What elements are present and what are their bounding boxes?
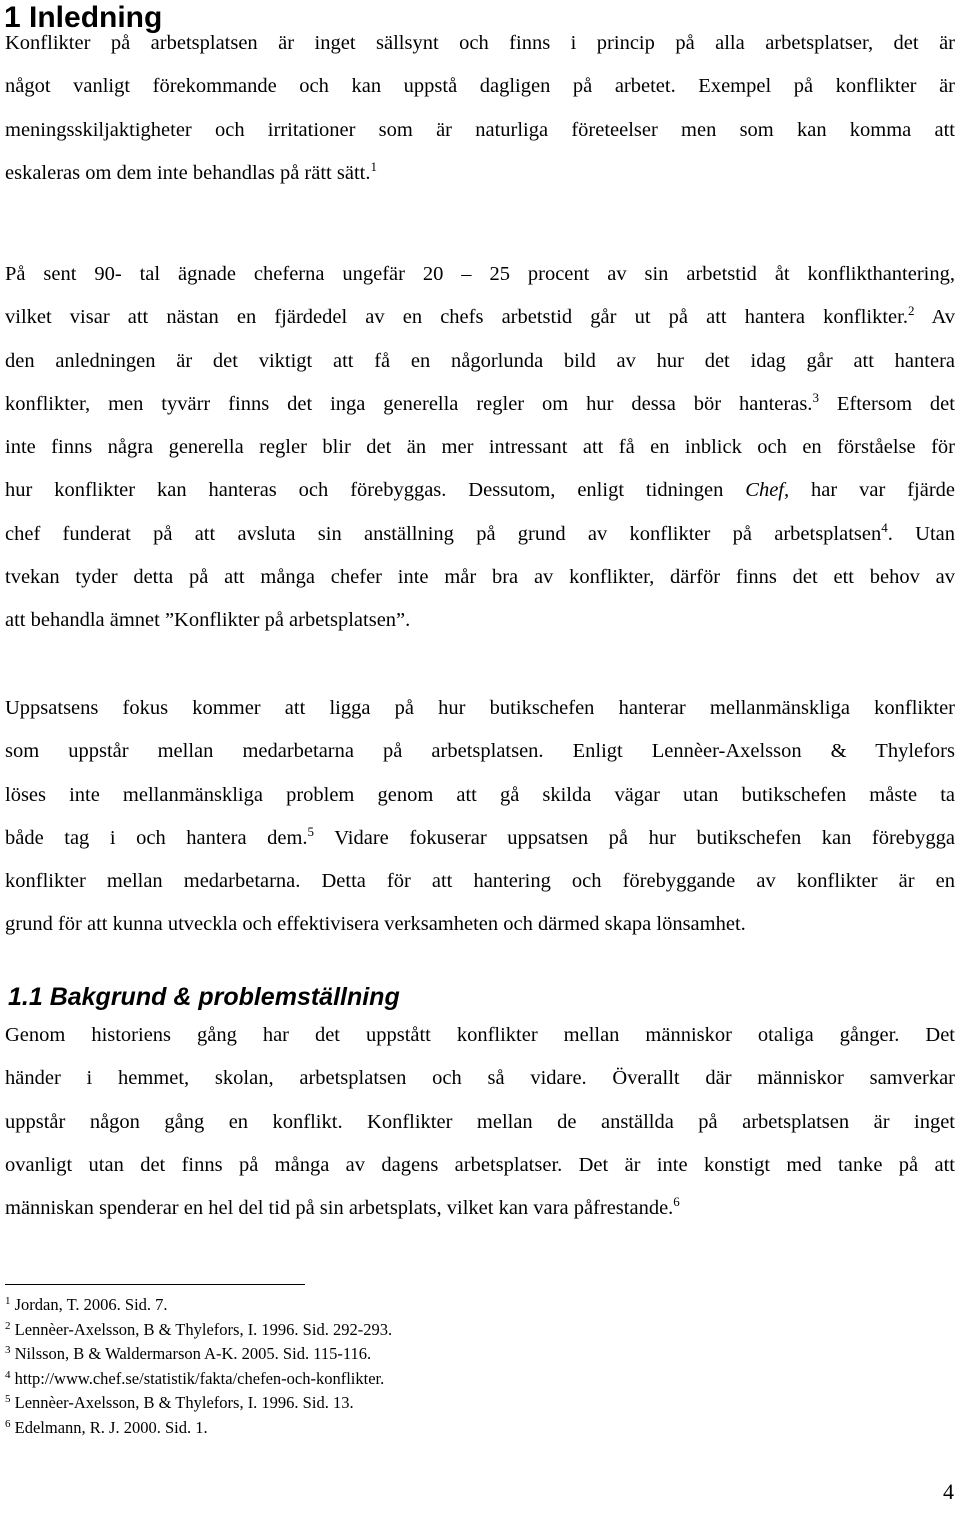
p2-line-3: den anledningen är det viktigt att få en någorlunda bild av hur det idag går att hantera xyxy=(5,349,955,372)
footnote-number: 2 xyxy=(5,1319,11,1332)
p3-line-4a: både tag i och hantera dem. xyxy=(5,826,308,849)
p2-line-5: inte finns några generella regler blir det än mer intressant att få en inblick och en förståelse för xyxy=(5,436,955,459)
paragraph-4 xyxy=(5,1014,955,1230)
footnote-number: 4 xyxy=(5,1368,11,1381)
p2-line-2 xyxy=(5,296,955,339)
p3-line-4b: Vidare fokuserar uppsatsen på hur butikschefen kan förebygga xyxy=(314,826,956,849)
p3-line-5: konflikter mellan medarbetarna. Detta för att hantering och förebyggande av konflikter är en xyxy=(5,870,955,893)
p4-line-2: händer i hemmet, skolan, arbetsplatsen och så vidare. Överallt där människor samverkar xyxy=(5,1067,955,1090)
p2-line-9: att behandla ämnet ”Konflikter på arbetsplatsen”. xyxy=(5,609,411,632)
magazine-title: Chef, xyxy=(745,479,790,502)
footnote-text: Jordan, T. 2006. Sid. 7. xyxy=(14,1295,168,1314)
footnote-2 xyxy=(5,1318,392,1343)
footnote-5 xyxy=(5,1391,392,1416)
footnote-separator xyxy=(5,1284,305,1285)
footnote-3 xyxy=(5,1342,392,1367)
paragraph-3 xyxy=(5,687,955,947)
footnote-6 xyxy=(5,1416,392,1441)
p3-line-6: grund för att kunna utveckla och effektivisera verksamheten och därmed skapa lönsamhet. xyxy=(5,913,746,936)
p2-line-7a: chef funderat på att avsluta sin anställning på grund av konflikter på arbetsplatsen xyxy=(5,522,882,545)
p3-line-2: som uppstår mellan medarbetarna på arbetsplatsen. Enligt Lennèer-Axelsson & Thylefors xyxy=(5,740,955,763)
footnote-1 xyxy=(5,1293,392,1318)
footnote-text: Lennèer-Axelsson, B & Thylefors, I. 1996. Sid. 13. xyxy=(14,1393,354,1412)
footnote-text: Lennèer-Axelsson, B & Thylefors, I. 1996. Sid. 292-293. xyxy=(14,1319,393,1339)
p2-line-4 xyxy=(5,383,955,426)
footnote-ref-6: 6 xyxy=(673,1194,680,1210)
footnotes-list xyxy=(5,1293,392,1440)
paragraph-2 xyxy=(5,253,955,643)
p3-line-4 xyxy=(5,817,955,860)
footnote-text: http://www.chef.se/statistik/fakta/chefen-och-konflikter. xyxy=(14,1368,385,1388)
p1-line-1: Konflikter på arbetsplatsen är inget sällsynt och finns i princip på alla arbetsplatser, det är xyxy=(5,32,955,54)
p4-line-4: ovanligt utan det finns på många av dagens arbetsplatser. Det är inte konstigt med tanke på att xyxy=(5,1153,955,1176)
p1-line-2: något vanligt förekommande och kan uppstå dagligen på arbetet. Exempel på konflikter är xyxy=(5,75,955,98)
p4-line-1: Genom historiens gång har det uppstått konflikter mellan människor otaliga gånger. Det xyxy=(5,1024,955,1046)
p2-line-6a: hur konflikter kan hanteras och förebyggas. Dessutom, enligt tidningen xyxy=(5,479,746,502)
footnote-number: 1 xyxy=(5,1295,11,1307)
heading-bakgrund: 1.1 Bakgrund & problemställning xyxy=(8,983,400,1011)
p2-line-2b: Av xyxy=(914,306,955,329)
p2-line-6 xyxy=(5,469,955,512)
p4-line-3: uppstår någon gång en konflikt. Konflikter mellan de anställda på arbetsplatsen är inget xyxy=(5,1110,955,1133)
footnote-number: 6 xyxy=(5,1417,11,1430)
p4-line-5 xyxy=(5,1187,955,1230)
p2-line-1: På sent 90- tal ägnade cheferna ungefär 20 – 25 procent av sin arbetstid åt konflikthantering, xyxy=(5,263,955,285)
footnote-text: Nilsson, B & Waldermarson A-K. 2005. Sid. 115-116. xyxy=(14,1344,372,1363)
p2-line-2a: vilket visar att nästan en fjärdedel av en chefs arbetstid går ut på att hantera konflikter. xyxy=(5,306,908,329)
p1-line-3: meningsskiljaktigheter och irritationer som är naturliga företeelser men som kan komma att xyxy=(5,118,955,141)
footnote-ref-4: 4 xyxy=(881,519,888,535)
p2-line-6b: har var fjärde xyxy=(789,479,955,502)
footnote-ref-2: 2 xyxy=(907,303,915,319)
footnote-4 xyxy=(5,1367,392,1392)
footnote-number: 3 xyxy=(5,1344,11,1356)
footnote-ref-1: 1 xyxy=(370,158,377,174)
footnote-ref-3: 3 xyxy=(812,389,819,405)
p2-line-7 xyxy=(5,513,955,556)
p4-line-5-text: människan spenderar en hel del tid på sin arbetsplats, vilket kan vara påfrestande. xyxy=(5,1197,674,1220)
paragraph-1 xyxy=(5,22,955,195)
p1-line-4-text: eskaleras om dem inte behandlas på rätt sätt. xyxy=(5,161,371,184)
p2-line-8: tvekan tyder detta på att många chefer inte mår bra av konflikter, därför finns det ett behov av xyxy=(5,566,955,589)
p1-line-4 xyxy=(5,152,955,195)
p3-line-1: Uppsatsens fokus kommer att ligga på hur butikschefen hanterar mellanmänskliga konflikter xyxy=(5,697,955,719)
footnote-text: Edelmann, R. J. 2000. Sid. 1. xyxy=(14,1417,208,1437)
heading-inledning: 1 Inledning xyxy=(4,1,163,34)
p2-line-4a: konflikter, men tyvärr finns det inga generella regler om hur dessa bör hanteras. xyxy=(5,392,813,415)
footnote-ref-5: 5 xyxy=(307,823,315,839)
page-number: 4 xyxy=(943,1479,954,1504)
p3-line-3: löses inte mellanmänskliga problem genom att gå skilda vägar utan butikschefen måste ta xyxy=(5,783,955,806)
p2-line-7b: . Utan xyxy=(887,522,955,545)
p2-line-4b: Eftersom det xyxy=(818,392,955,415)
footnote-number: 5 xyxy=(5,1393,11,1405)
